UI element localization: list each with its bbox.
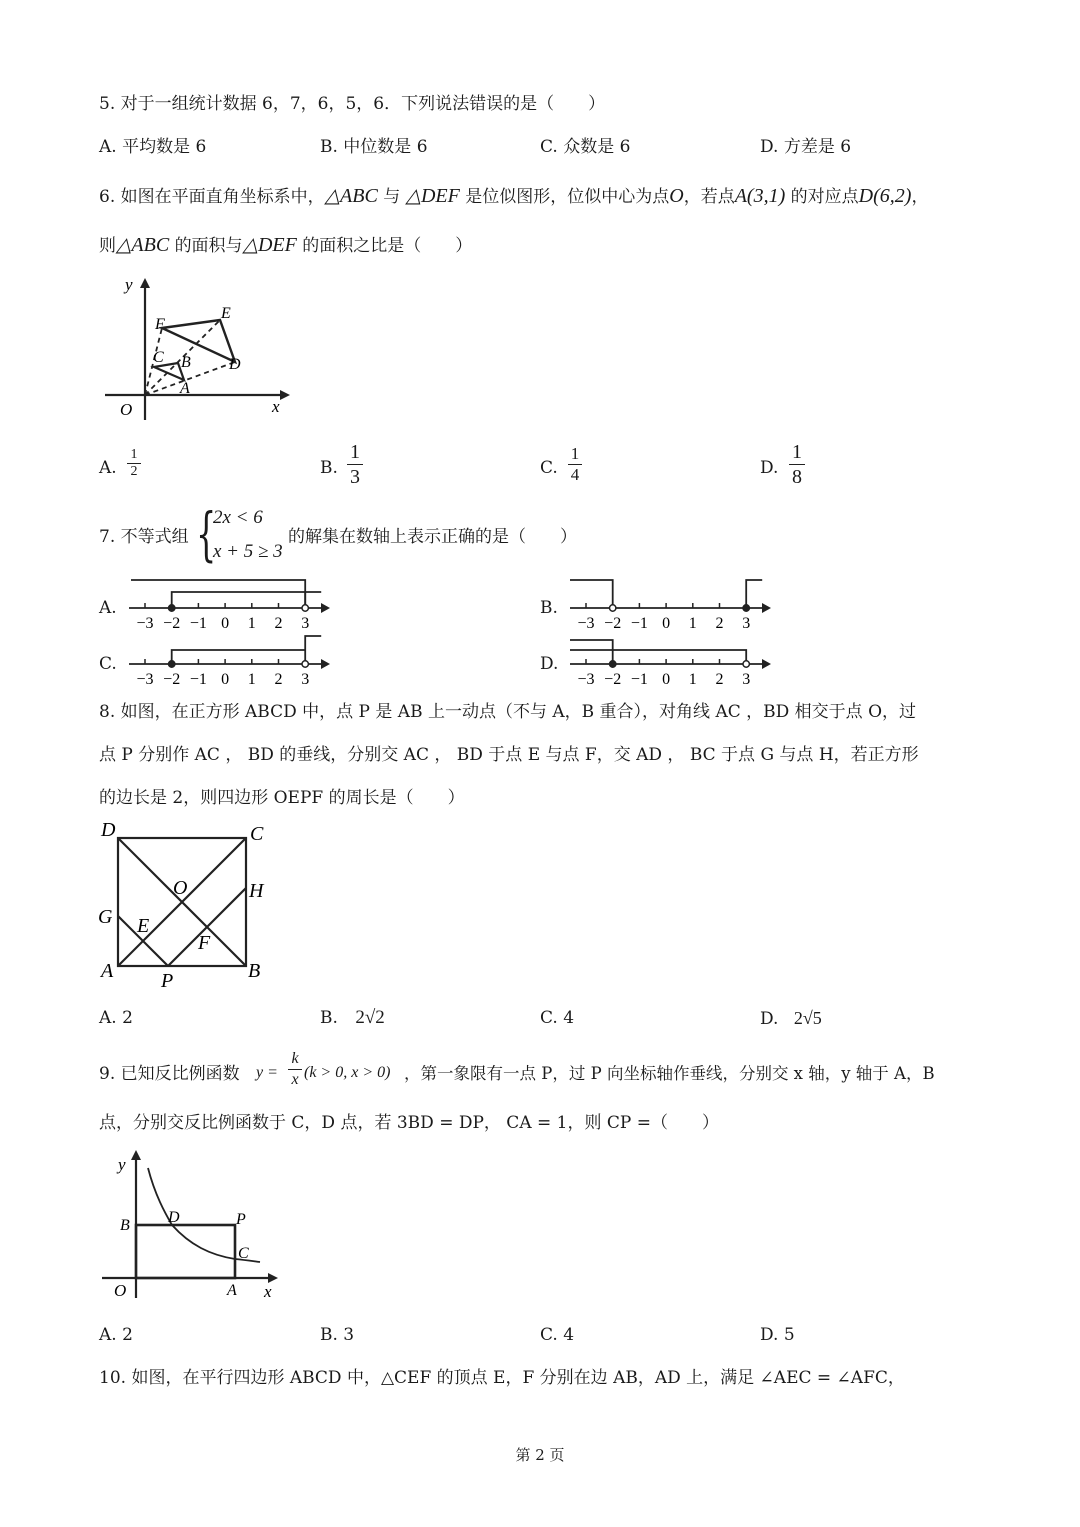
tick-label: −2 [604, 615, 622, 632]
label-y: y [118, 1155, 126, 1174]
q7-stem-b: 的解集在数轴上表示正确的是（ ） [288, 527, 577, 547]
q8-figure [95, 815, 285, 995]
q9-figure [100, 1150, 290, 1300]
label-o: O [114, 1281, 127, 1300]
triangle-abc: △ABC [324, 185, 378, 207]
q9-stem-a: 9. 已知反比例函数 [99, 1064, 240, 1084]
tick-label: 1 [688, 671, 697, 688]
q8-option-a: A. 2 [99, 1008, 133, 1028]
label-f: F [155, 316, 165, 333]
point-d-coord: D(6,2) [858, 185, 912, 207]
q5-option-a: A. 平均数是 6 [99, 137, 207, 157]
tick-label: 2 [274, 615, 283, 632]
tick-label: 0 [221, 671, 230, 688]
tick-label: −3 [136, 671, 154, 688]
tick-label: 1 [247, 615, 256, 632]
label-o: O [120, 400, 133, 419]
label-e: E [137, 915, 150, 937]
q5-option-b: B. 中位数是 6 [320, 137, 428, 157]
q9-line2: 点，分别交反比例函数于 C，D 点，若 3BD = DP， CA = 1，则 CP =（ ） [99, 1113, 719, 1133]
q8-option-d-math: 2√5 [793, 1008, 822, 1028]
q8-line2: 点 P 分别作 AC ， BD 的垂线，分别交 AC ， BD 于点 E 与点 F，交 AD ， BC 于点 G 与点 H，若正方形 [99, 745, 919, 765]
q9-stem-b: ，第一象限有一点 P，过 P 向坐标轴作垂线，分别交 x 轴，y 轴于 A，B [404, 1064, 935, 1083]
tick-label: 0 [221, 615, 230, 632]
tick-label: −3 [577, 615, 595, 632]
q7-option-d-letter: D. [540, 654, 559, 674]
label-c: C [250, 823, 264, 845]
q8-line3: 的边长是 2，则四边形 OEPF 的周长是（ ） [99, 788, 465, 808]
q7-stem-a: 7. 不等式组 [99, 527, 189, 547]
tick-label: 0 [662, 615, 671, 632]
label-b: B [248, 960, 261, 982]
label-c: C [153, 349, 164, 366]
q9-option-b: B. 3 [320, 1325, 355, 1345]
label-f: F [198, 932, 211, 954]
q7-option-c-letter: C. [99, 654, 117, 674]
q7-option-d-numberline [566, 634, 776, 689]
q8-option-b-math: 2√2 [355, 1007, 385, 1028]
q10-line1: 10. 如图，在平行四边形 ABCD 中，△CEF 的顶点 E，F 分别在边 AB，AD 上，满足 ∠AEC = ∠AFC， [99, 1368, 905, 1388]
q9-func-condition: (k > 0, x > 0) [304, 1064, 391, 1081]
tick-label: 2 [715, 671, 724, 688]
tick-label: 1 [247, 671, 256, 688]
q7-inequality-2: x + 5 ≥ 3 [213, 541, 283, 562]
q9-option-d: D. 5 [760, 1325, 795, 1345]
point-a-coord: A(3,1) [734, 185, 786, 207]
q8-option-b: B. 2√2 [320, 1007, 385, 1028]
label-a: A [180, 380, 190, 397]
tick-label: 2 [274, 671, 283, 688]
q5-stem: 5. 对于一组统计数据 6，7，6，5，6．下列说法错误的是（ ） [99, 94, 606, 114]
q7-brace: { [196, 500, 217, 568]
tick-label: 3 [301, 615, 310, 632]
label-a: A [227, 1282, 237, 1299]
q5-option-d: D. 方差是 6 [760, 137, 852, 157]
label-b: B [181, 354, 191, 371]
tick-label: −1 [630, 671, 648, 688]
q9-option-c: C. 4 [540, 1325, 575, 1345]
q7-option-a-letter: A. [99, 598, 117, 618]
q6-option-a-fraction: $\frac{1}{2}$ [127, 447, 141, 480]
q9-func-y: y = [256, 1064, 278, 1081]
tick-label: 1 [688, 615, 697, 632]
q7-option-b-letter: B. [540, 598, 558, 618]
q6-option-d-letter: D. [760, 458, 779, 478]
tick-label: −2 [163, 615, 181, 632]
tick-label: −3 [577, 671, 595, 688]
q7-inequality-1: 2x < 6 [213, 507, 263, 528]
tick-label: 2 [715, 615, 724, 632]
label-b: B [120, 1217, 130, 1234]
label-p: P [236, 1211, 246, 1228]
q6-figure [100, 270, 300, 430]
triangle-def: △DEF [405, 185, 460, 207]
q6-option-d-fraction: $\frac{1}{8}$ [789, 440, 805, 489]
tick-label: 3 [742, 615, 751, 632]
page-number: 第 2 页 [515, 1446, 565, 1464]
q6-option-c-fraction: $\frac{1}{4}$ [568, 444, 582, 485]
label-c: C [238, 1245, 249, 1262]
label-g: G [98, 906, 113, 928]
q6-option-a-letter: A. [99, 458, 117, 478]
tick-label: −1 [189, 671, 207, 688]
label-o: O [173, 877, 188, 899]
q6-line2: 则△ABC 的面积与△DEF 的面积之比是（ ） [99, 234, 473, 256]
label-d: D [101, 819, 116, 841]
q6-line1: 6. 如图在平面直角坐标系中，△ABC 与 △DEF 是位似图形，位似中心为点O，若点A(3,1) 的对应点D(6,2)， [99, 185, 929, 207]
label-d: D [168, 1209, 180, 1226]
q6-option-c-letter: C. [540, 458, 558, 478]
tick-label: 3 [301, 671, 310, 688]
q6-option-b-letter: B. [320, 458, 338, 478]
q7-option-b-numberline [566, 578, 776, 633]
q9-option-a: A. 2 [99, 1325, 133, 1345]
tick-label: 3 [742, 671, 751, 688]
tick-label: −2 [604, 671, 622, 688]
q8-line1: 8. 如图，在正方形 ABCD 中，点 P 是 AB 上一动点（不与 A，B 重合），对角线 AC ，BD 相交于点 O，过 [99, 702, 917, 722]
label-y: y [125, 275, 133, 294]
tick-label: −1 [189, 615, 207, 632]
q7-option-c-numberline [125, 634, 335, 689]
label-x: x [264, 1282, 272, 1301]
tick-label: −2 [163, 671, 181, 688]
label-e: E [221, 305, 231, 322]
tick-label: 0 [662, 671, 671, 688]
q9-func-fraction: $\frac{k}{x}$ [288, 1049, 302, 1090]
q8-option-c: C. 4 [540, 1008, 575, 1028]
q5-option-c: C. 众数是 6 [540, 137, 631, 157]
label-a: A [101, 960, 114, 982]
q8-option-d: D. 2√5 [760, 1008, 822, 1029]
tick-label: −1 [630, 615, 648, 632]
label-p: P [161, 970, 174, 992]
q7-option-a-numberline [125, 578, 335, 633]
tick-label: −3 [136, 615, 154, 632]
label-x: x [272, 397, 280, 416]
q6-option-b-fraction: $\frac{1}{3}$ [347, 440, 363, 489]
label-h: H [249, 880, 264, 902]
label-d: D [229, 356, 241, 373]
